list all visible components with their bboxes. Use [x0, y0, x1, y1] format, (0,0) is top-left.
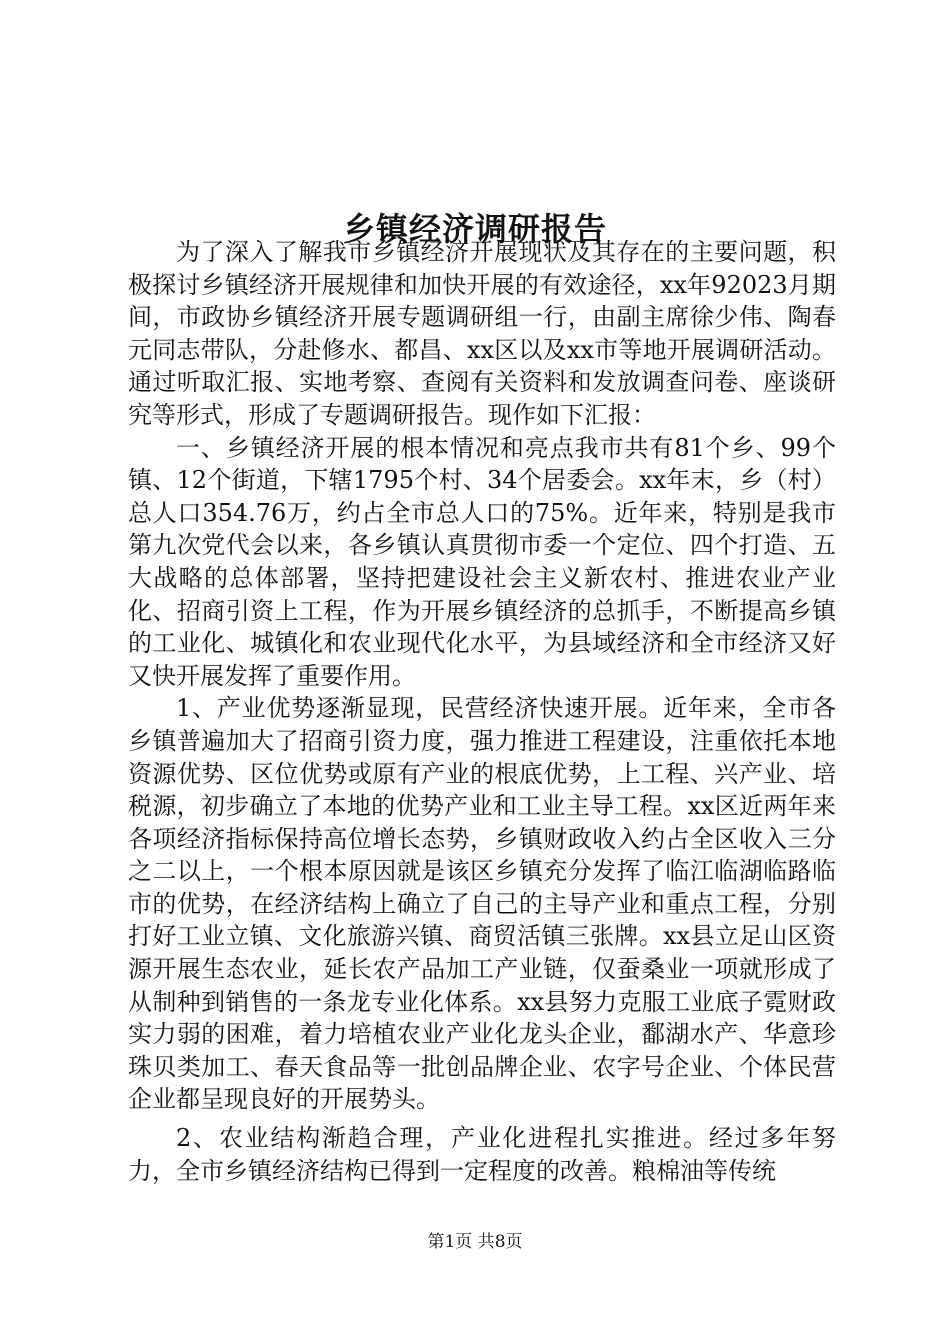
document-body [128, 236, 836, 1187]
paragraph-intro: 为了深入了解我市乡镇经济开展现状及其存在的主要问题，积极探讨乡镇经济开展规律和加快开展的有效途径，xx年92023月期间，市政协乡镇经济开展专题调研组一行，由副主席徐少伟、陶春元同志带队，分赴修水、都昌、xx区以及xx市等地开展调研活动。通过听取汇报、实地考察、查阅有关资料和发放调查问卷、座谈研究等形式，形成了专题调研报告。现作如下汇报： [128, 238, 836, 429]
page-number-footer: 第1页 共8页 [427, 1232, 523, 1252]
paragraph-item-1: 1、产业优势逐渐显现，民营经济快速开展。近年来，全市各乡镇普遍加大了招商引资力度，强力推进工程建设，注重依托本地资源优势、区位优势或原有产业的根底优势，上工程、兴产业、培税源，初步确立了本地的优势产业和工业主导工程。xx区近两年来各项经济指标保持高位增长态势，乡镇财政收入约占全区收入三分之二以上，一个根本原因就是该区乡镇充分发挥了临江临湖临路临市的优势，在经济结构上确立了自己的主导产业和重点工程，分别打好工业立镇、文化旅游兴镇、商贸活镇三张牌。xx县立足山区资源开展生态农业，延长农产品加工产业链，仅蚕桑业一项就形成了从制种到销售的一条龙专业化体系。xx县努力克服工业底子霓财政实力弱的困难，着力培植农业产业化龙头企业，鄱湖水产、华意珍珠贝类加工、春天食品等一批创品牌企业、农字号企业、个体民营企业都呈现良好的开展势头。 [128, 694, 836, 1114]
document-title: 乡镇经济调研报告 [342, 210, 607, 249]
paragraph-item-2: 2、农业结构渐趋合理，产业化进程扎实推进。经过多年努力，全市乡镇经济结构已得到一定程度的改善。粮棉油等传统 [128, 1124, 836, 1185]
paragraph-section-1: 一、乡镇经济开展的根本情况和亮点我市共有81个乡、99个镇、12个街道，下辖1795个村、34个居委会。xx年末，乡（村）总人口354.76万，约占全市总人口的75%。近年来，特别是我市第九次党代会以来，各乡镇认真贯彻市委一个定位、四个打造、五大战略的总体部署，坚持把建设社会主义新农村、推进农业产业化、招商引资上工程，作为开展乡镇经济的总抓手，不断提高乡镇的工业化、城镇化和农业现代化水平，为县域经济和全市经济又好又快开展发挥了重要作用。 [128, 433, 836, 690]
